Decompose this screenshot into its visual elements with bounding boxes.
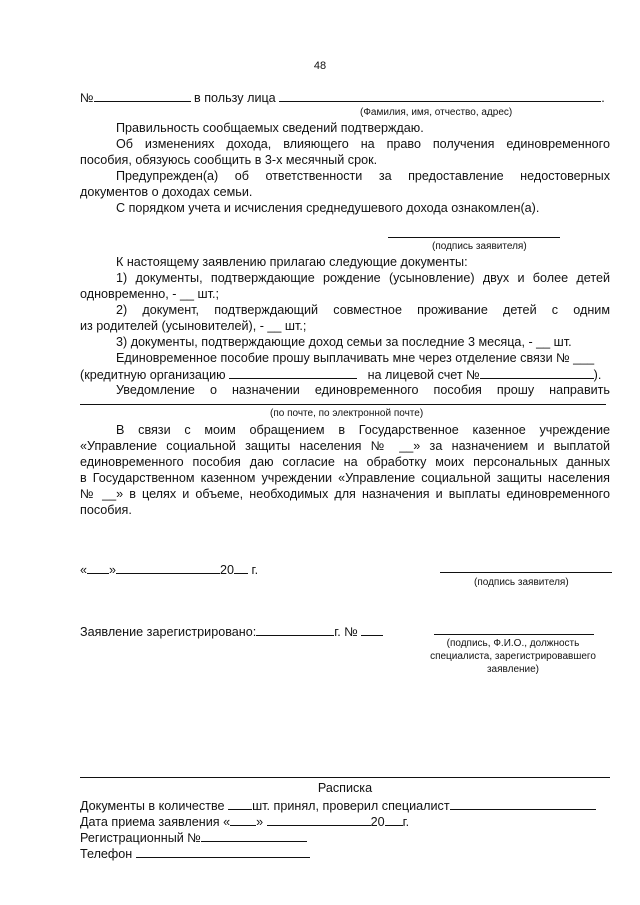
statement-warning-1: Предупрежден(а) об ответственности за предоставление недостоверных xyxy=(116,169,610,183)
attachment-2a: 2) документ, подтверждающий совместное проживание детей с одним xyxy=(116,303,610,317)
quote-open: « xyxy=(80,563,88,577)
consent-1: В связи с моим обращением в Государственное казенное учреждение xyxy=(116,423,610,437)
attachment-1a: 1) документы, подтверждающие рождение (усыновление) двух и более детей xyxy=(116,271,610,285)
account-close: ). xyxy=(593,368,602,382)
receipt-year-field[interactable] xyxy=(385,813,403,826)
receipt-phone-line xyxy=(80,845,610,862)
attachment-1b: одновременно, - __ шт.; xyxy=(80,287,219,301)
fio-field[interactable] xyxy=(279,89,601,102)
date-line xyxy=(80,561,340,578)
attachment-2b: из родителей (усыновителей), - __ шт.; xyxy=(80,319,307,333)
statement-acquainted: С порядком учета и исчисления среднедушевого дохода ознакомлен(а). xyxy=(116,201,540,215)
month-field[interactable] xyxy=(116,561,220,574)
receipt-date-label: Дата приема заявления « xyxy=(80,815,231,829)
specialist-field[interactable] xyxy=(450,797,596,810)
registration-caption-2: специалиста, зарегистрировавшего xyxy=(430,651,596,662)
year-suffix: г. xyxy=(251,563,259,577)
phone-field[interactable] xyxy=(136,845,310,858)
reg-no-field[interactable] xyxy=(201,829,307,842)
day-field[interactable] xyxy=(87,561,109,574)
notify-caption: (по почте, по электронной почте) xyxy=(270,408,424,419)
consent-4: в Государственном казенном учреждении «Управление социальной защиты населения xyxy=(80,471,610,485)
receipt-title: Расписка xyxy=(317,781,373,795)
consent-3: единовременного пособия даю согласие на обработку моих персональных данных xyxy=(80,455,610,469)
number-label: № xyxy=(80,91,94,105)
payment-line-1: Единовременное пособие прошу выплачивать мне через отделение связи № ___ xyxy=(116,351,595,365)
statement-warning-2: документов о доходах семьи. xyxy=(80,185,253,199)
consent-6: пособия. xyxy=(80,503,132,517)
consent-5: № __» в целях и объеме, необходимых для назначения и выплаты единовременного xyxy=(80,487,610,501)
payment-line-2 xyxy=(80,366,610,383)
header-line: № в пользу лица . xyxy=(80,91,605,105)
quote-close: » xyxy=(109,563,117,577)
fio-caption: (Фамилия, имя, отчество, адрес) xyxy=(360,107,513,118)
signature-caption-2: (подпись заявителя) xyxy=(474,577,569,588)
consent-2: «Управление социальной защиты населения № __» за назначением и выплатой xyxy=(80,439,610,453)
receipt-date-line xyxy=(80,813,610,830)
receipt-year-prefix: 20 xyxy=(370,815,385,829)
notify-field[interactable] xyxy=(80,404,606,405)
statement-income-2: пособия, обязуюсь сообщить в 3-х месячный срок. xyxy=(80,153,378,167)
registration-caption-1: (подпись, Ф.И.О., должность xyxy=(446,638,580,649)
number-field[interactable] xyxy=(94,89,191,102)
receipt-quote-close: » xyxy=(256,815,264,829)
receipt-docs-line xyxy=(80,797,610,814)
signature-caption-1: (подпись заявителя) xyxy=(432,241,527,252)
registration-line xyxy=(80,623,410,640)
statement-confirm: Правильность сообщаемых сведений подтверждаю. xyxy=(116,121,424,135)
receipt-divider xyxy=(80,777,610,778)
signature-line-1[interactable] xyxy=(388,237,560,238)
attachment-3: 3) документы, подтверждающие доход семьи за последние 3 месяца, - __ шт. xyxy=(116,335,572,349)
docs-count-label: Документы в количестве xyxy=(80,799,225,813)
specialist-signature-line[interactable] xyxy=(434,634,594,635)
receipt-day-field[interactable] xyxy=(230,813,256,826)
year-field[interactable] xyxy=(234,561,248,574)
attachments-intro: К настоящему заявлению прилагаю следующие документы: xyxy=(116,255,468,269)
signature-line-2[interactable] xyxy=(440,572,612,573)
page-number: 48 xyxy=(313,60,327,72)
registration-caption-3: заявление) xyxy=(486,664,540,675)
phone-label: Телефон xyxy=(80,847,133,861)
account-field[interactable] xyxy=(480,366,594,379)
year-prefix: 20 xyxy=(220,563,235,577)
reg-no-label: Регистрационный № xyxy=(80,831,201,845)
notify-line: Уведомление о назначении единовременного пособия прошу направить xyxy=(116,383,610,397)
receipt-year-suffix: г. xyxy=(402,815,410,829)
registration-date-field[interactable] xyxy=(256,623,334,636)
docs-accepted-label: шт. принял, проверил специалист xyxy=(252,799,450,813)
in-favor-label: в пользу лица xyxy=(194,91,276,105)
docs-count-field[interactable] xyxy=(228,797,252,810)
bank-field[interactable] xyxy=(229,366,357,379)
registration-number-field[interactable] xyxy=(361,623,383,636)
receipt-regno-line xyxy=(80,829,610,846)
receipt-month-field[interactable] xyxy=(267,813,371,826)
bank-label: (кредитную организацию xyxy=(80,368,226,382)
statement-income-1: Об изменениях дохода, влияющего на право получения единовременного xyxy=(116,137,610,151)
registration-g-no: г. № xyxy=(334,625,358,639)
account-label: на лицевой счет № xyxy=(367,368,480,382)
registration-label: Заявление зарегистрировано: xyxy=(80,625,257,639)
